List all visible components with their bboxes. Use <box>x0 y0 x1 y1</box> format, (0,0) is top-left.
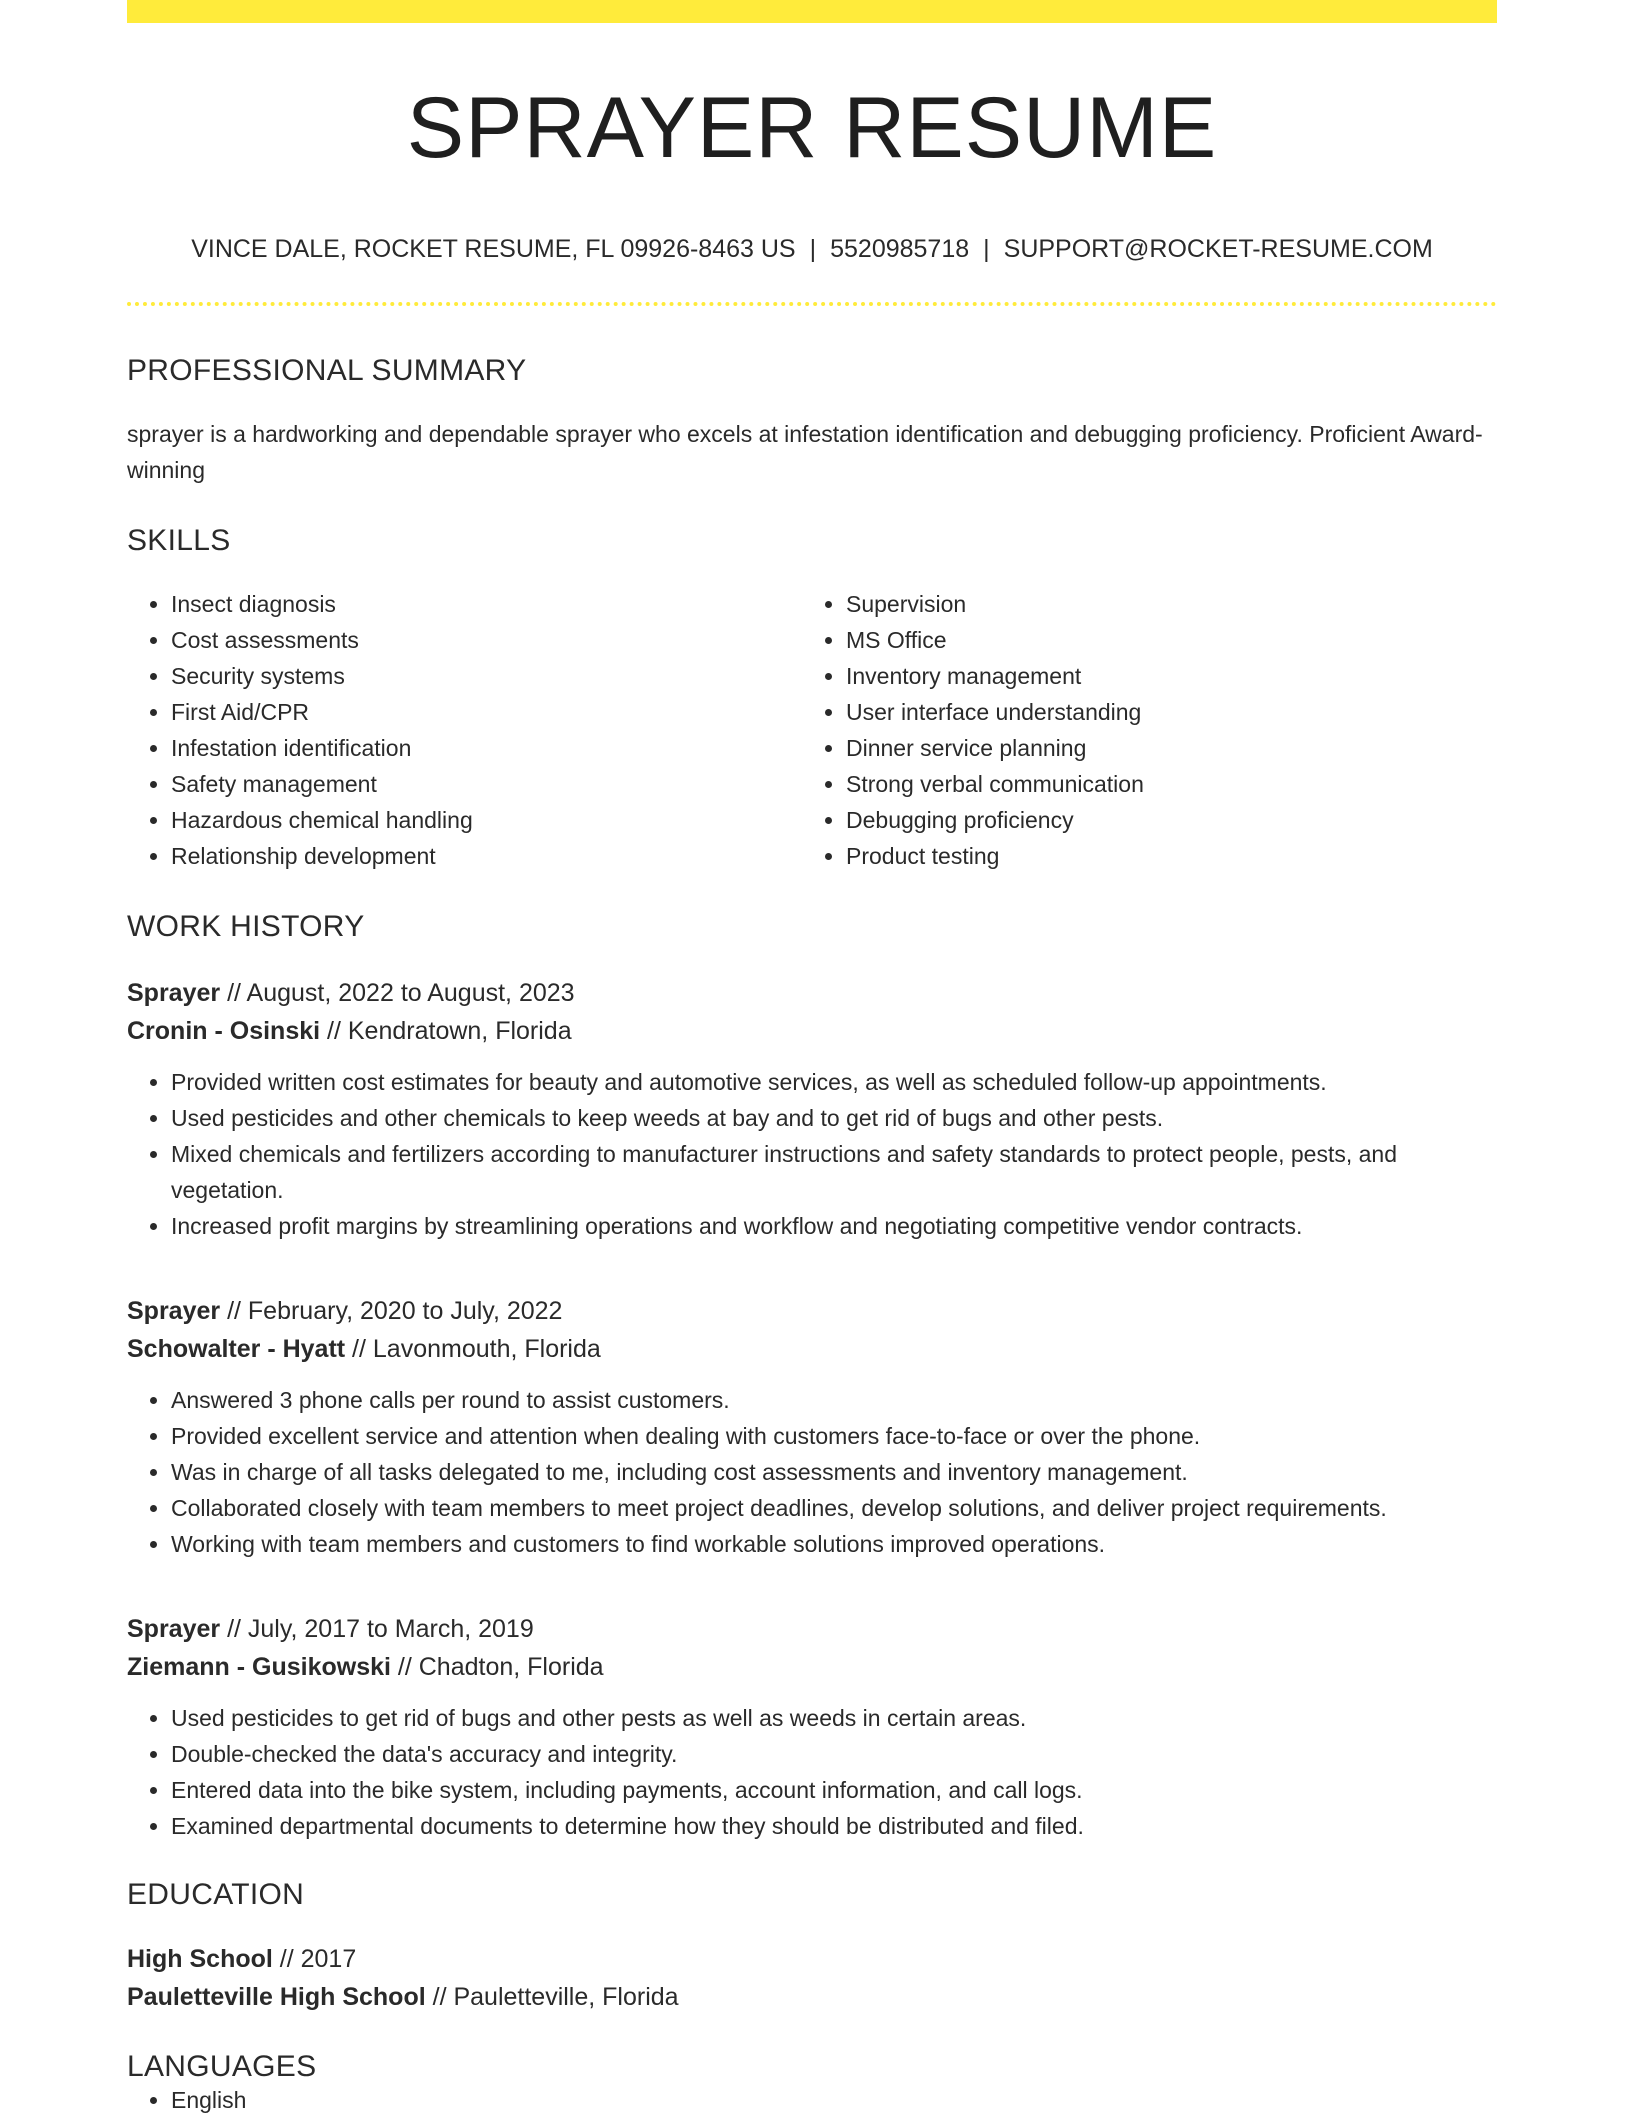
contact-separator: | <box>809 235 817 263</box>
education-degree-line <box>127 1940 1497 1978</box>
job-company: Schowalter - Hyatt <box>127 1335 346 1363</box>
job-company-line <box>127 1648 1497 1686</box>
job-bullet: • Used pesticides and other chemicals to keep weeds at bay and to get rid of bugs and other pests. <box>171 1100 1497 1136</box>
job-bullet: • Entered data into the bike system, including payments, account information, and call logs. <box>171 1772 1497 1808</box>
languages-heading: LANGUAGES <box>127 2050 317 2083</box>
summary-heading: PROFESSIONAL SUMMARY <box>127 354 527 387</box>
skills-column-right <box>802 586 1477 874</box>
skills-list-right <box>802 586 1477 874</box>
job-bullet: • Examined departmental documents to determine how they should be distributed and filed. <box>171 1808 1497 1844</box>
job-entry <box>127 1292 1497 1562</box>
job-bullet: • Was in charge of all tasks delegated to me, including cost assessments and inventory management. <box>171 1454 1497 1490</box>
skill-item: • Strong verbal communication <box>846 766 1477 802</box>
job-role-line <box>127 1610 1497 1648</box>
job-role: Sprayer <box>127 979 221 1007</box>
skill-item: • Hazardous chemical handling <box>171 802 802 838</box>
education-year: // 2017 <box>272 1945 357 1973</box>
education-heading: EDUCATION <box>127 1878 305 1911</box>
job-company: Ziemann - Gusikowski <box>127 1653 391 1681</box>
skills-column-left <box>127 586 802 874</box>
job-role: Sprayer <box>127 1615 221 1643</box>
education-school: Pauletteville High School <box>127 1983 426 2011</box>
skill-item: • Inventory management <box>846 658 1477 694</box>
languages-list <box>127 2082 1497 2118</box>
skill-item: • Safety management <box>171 766 802 802</box>
job-bullet: • Used pesticides to get rid of bugs and other pests as well as weeds in certain areas. <box>171 1700 1497 1736</box>
skill-item: • Security systems <box>171 658 802 694</box>
job-bullets <box>127 1382 1497 1562</box>
job-bullet: • Double-checked the data's accuracy and integrity. <box>171 1736 1497 1772</box>
skills-list-left <box>127 586 802 874</box>
job-location: // Chadton, Florida <box>390 1653 604 1681</box>
skill-item: • Cost assessments <box>171 622 802 658</box>
job-bullet: • Mixed chemicals and fertilizers according to manufacturer instructions and safety standards to protect people, pests, and vegetation. <box>171 1136 1497 1208</box>
education-location: // Pauletteville, Florida <box>425 1983 679 2011</box>
skill-item: • User interface understanding <box>846 694 1477 730</box>
job-company: Cronin - Osinski <box>127 1017 321 1045</box>
job-entry <box>127 974 1497 1244</box>
education-entry <box>127 1940 1497 2016</box>
dotted-divider <box>127 302 1497 306</box>
contact-address: VINCE DALE, ROCKET RESUME, FL 09926-8463 US <box>191 235 796 263</box>
contact-email: SUPPORT@ROCKET-RESUME.COM <box>1003 235 1433 263</box>
work-history-heading: WORK HISTORY <box>127 910 365 943</box>
skill-item: • Infestation identification <box>171 730 802 766</box>
contact-phone: 5520985718 <box>830 235 970 263</box>
job-bullet: • Collaborated closely with team members to meet project deadlines, develop solutions, and deliver project requirements. <box>171 1490 1497 1526</box>
skill-item: • MS Office <box>846 622 1477 658</box>
contact-separator: | <box>983 235 990 263</box>
resume-page <box>127 0 1497 2118</box>
education-school-line <box>127 1978 1497 2016</box>
job-role-line <box>127 1292 1497 1330</box>
job-company-line <box>127 1012 1497 1050</box>
skills-heading: SKILLS <box>127 524 231 557</box>
skill-item: • Relationship development <box>171 838 802 874</box>
language-item: • English <box>171 2082 1497 2118</box>
job-bullet: • Provided written cost estimates for beauty and automotive services, as well as scheduled follow-up appointments. <box>171 1064 1497 1100</box>
top-accent-bar <box>127 0 1497 23</box>
job-dates: // August, 2022 to August, 2023 <box>220 979 575 1007</box>
job-bullet: • Provided excellent service and attention when dealing with customers face-to-face or over the phone. <box>171 1418 1497 1454</box>
job-location: // Lavonmouth, Florida <box>345 1335 601 1363</box>
skill-item: • First Aid/CPR <box>171 694 802 730</box>
contact-line <box>127 237 1497 262</box>
job-role-line <box>127 974 1497 1012</box>
resume-title: SPRAYER RESUME <box>406 80 1218 176</box>
job-bullets <box>127 1700 1497 1844</box>
skill-item: • Product testing <box>846 838 1477 874</box>
skill-item: • Debugging proficiency <box>846 802 1477 838</box>
job-bullet: • Working with team members and customers to find workable solutions improved operations. <box>171 1526 1497 1562</box>
job-bullet: • Answered 3 phone calls per round to assist customers. <box>171 1382 1497 1418</box>
job-company-line <box>127 1330 1497 1368</box>
job-entry <box>127 1610 1497 1844</box>
skill-item: • Dinner service planning <box>846 730 1477 766</box>
job-bullets <box>127 1064 1497 1244</box>
job-dates: // July, 2017 to March, 2019 <box>220 1615 534 1643</box>
education-degree: High School <box>127 1945 273 1973</box>
skill-item: • Supervision <box>846 586 1477 622</box>
job-location: // Kendratown, Florida <box>320 1017 572 1045</box>
job-dates: // February, 2020 to July, 2022 <box>220 1297 563 1325</box>
summary-text: sprayer is a hardworking and dependable sprayer who excels at infestation identification and debugging proficiency. Proficient Award-winning <box>127 421 1483 483</box>
job-bullet: • Increased profit margins by streamlining operations and workflow and negotiating competitive vendor contracts. <box>171 1208 1497 1244</box>
skills-grid <box>127 586 1497 874</box>
skill-item: • Insect diagnosis <box>171 586 802 622</box>
job-role: Sprayer <box>127 1297 221 1325</box>
